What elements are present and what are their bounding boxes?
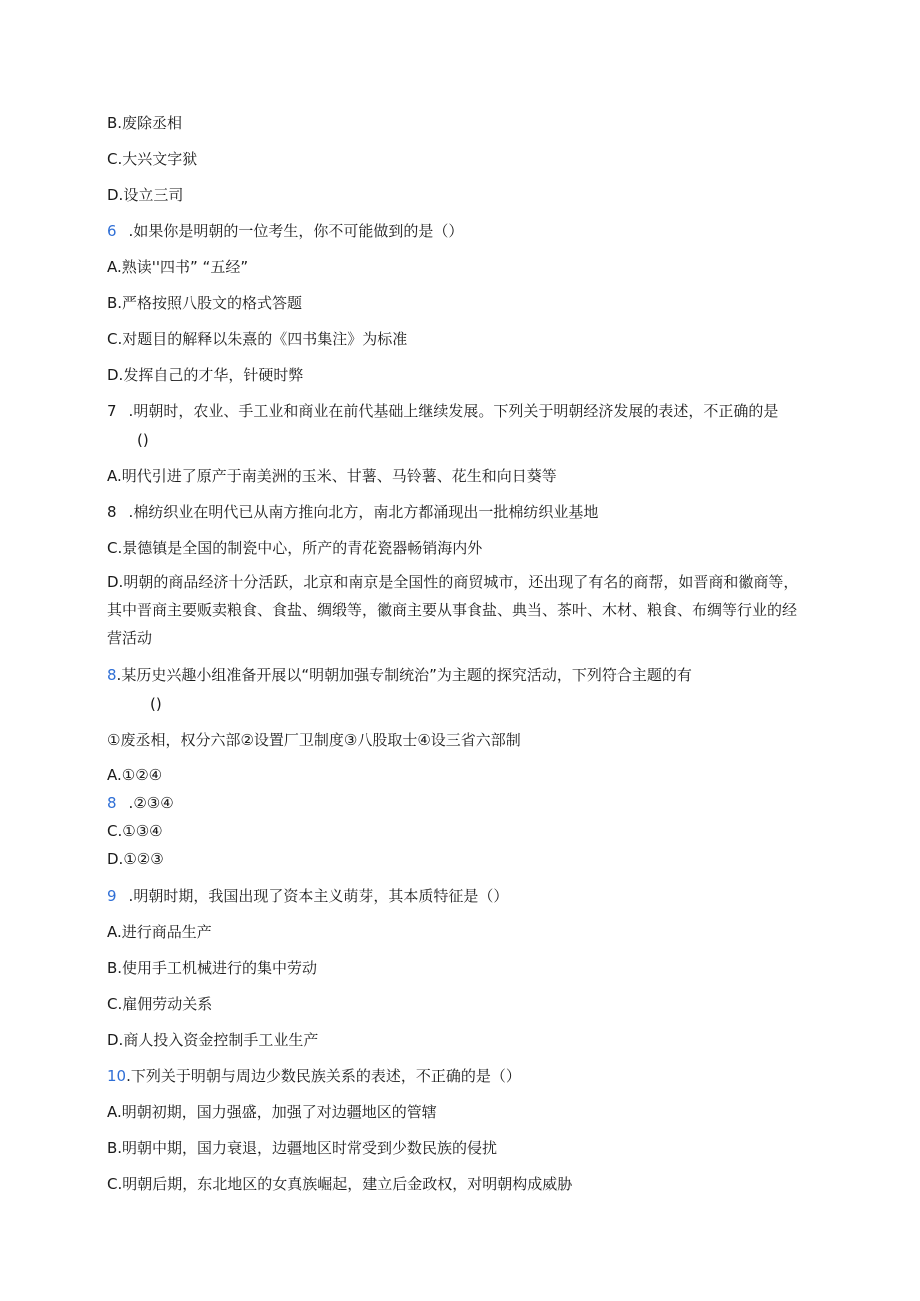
q7-option-c: C.景德镇是全国的制瓷中心，所产的青花瓷器畅销海内外 [107, 539, 483, 557]
q8-answer-paren: () [150, 695, 162, 713]
q9-option-a: A.进行商品生产 [107, 923, 212, 941]
question-text: .下列关于明朝与周边少数民族关系的表述，不正确的是（） [126, 1067, 521, 1085]
question-text: .如果你是明朝的一位考生，你不可能做到的是（） [128, 222, 464, 240]
q7-option-a: A.明代引进了原产于南美洲的玉米、甘薯、马铃薯、花生和向日葵等 [107, 467, 557, 485]
q9-option-c: C.雇佣劳动关系 [107, 995, 213, 1013]
question-10 [107, 1066, 521, 1086]
q7-option-d: D.明朝的商品经济十分活跃，北京和南京是全国性的商贸城市，还出现了有名的商帮，如晋商和徽商等，其中晋商主要贩卖粮食、食盐、绸缎等，徽商主要从事食盐、典当、茶叶、木材、粮食、布绸等行业的经营活动 [107, 573, 799, 647]
question-number: 7 [107, 402, 117, 420]
question-number: 10 [107, 1067, 127, 1085]
question-9 [107, 886, 508, 906]
q6-option-a: A.熟读''四书” “五经” [107, 258, 249, 276]
question-text: .明朝时，农业、手工业和商业在前代基础上继续发展。下列关于明朝经济发展的表述，不正确的是 [128, 402, 779, 420]
question-text: .某历史兴趣小组准备开展以“明朝加强专制统治”为主题的探究活动，下列符合主题的有 [116, 666, 692, 684]
q9-option-b: B.使用手工机械进行的集中劳动 [107, 959, 318, 977]
option-d-three-offices: D.设立三司 [107, 186, 184, 204]
option-number: 8 [107, 794, 117, 812]
q8-option-c: C.①③④ [107, 822, 163, 840]
option-number: 8 [107, 503, 117, 521]
q10-option-b: B.明朝中期，国力衰退，边疆地区时常受到少数民族的侵扰 [107, 1139, 498, 1157]
q10-option-c: C.明朝后期，东北地区的女真族崛起，建立后金政权，对明朝构成威胁 [107, 1175, 573, 1193]
option-c-literary-inquisition: C.大兴文字狱 [107, 150, 198, 168]
question-text: .明朝时期，我国出现了资本主义萌芽，其本质特征是（） [128, 887, 509, 905]
q7-option-b [107, 502, 598, 522]
question-8 [107, 665, 692, 685]
question-number: 8 [107, 666, 117, 684]
q9-option-d: D.商人投入资金控制手工业生产 [107, 1031, 319, 1049]
q8-option-a: A.①②④ [107, 766, 163, 784]
question-number: 9 [107, 887, 117, 905]
q10-option-a: A.明朝初期，国力强盛，加强了对边疆地区的管辖 [107, 1103, 437, 1121]
question-6 [107, 221, 463, 241]
q7-answer-paren: () [137, 431, 149, 449]
q8-option-b [107, 793, 174, 813]
q6-option-b: B.严格按照八股文的格式答题 [107, 294, 303, 312]
question-7 [107, 401, 778, 421]
option-b-abolish-chancellor: B.废除丞相 [107, 114, 183, 132]
q6-option-d: D.发挥自己的才华，针硬时弊 [107, 366, 304, 384]
q8-statements: ①废丞相，权分六部②设置厂卫制度③八股取士④设三省六部制 [107, 731, 521, 749]
option-text: .②③④ [128, 794, 174, 812]
q8-option-d: D.①②③ [107, 850, 164, 868]
question-number: 6 [107, 222, 117, 240]
option-text: .棉纺织业在明代已从南方推向北方，南北方都涌现出一批棉纺织业基地 [128, 503, 599, 521]
q6-option-c: C.对题目的解释以朱熹的《四书集注》为标准 [107, 330, 408, 348]
